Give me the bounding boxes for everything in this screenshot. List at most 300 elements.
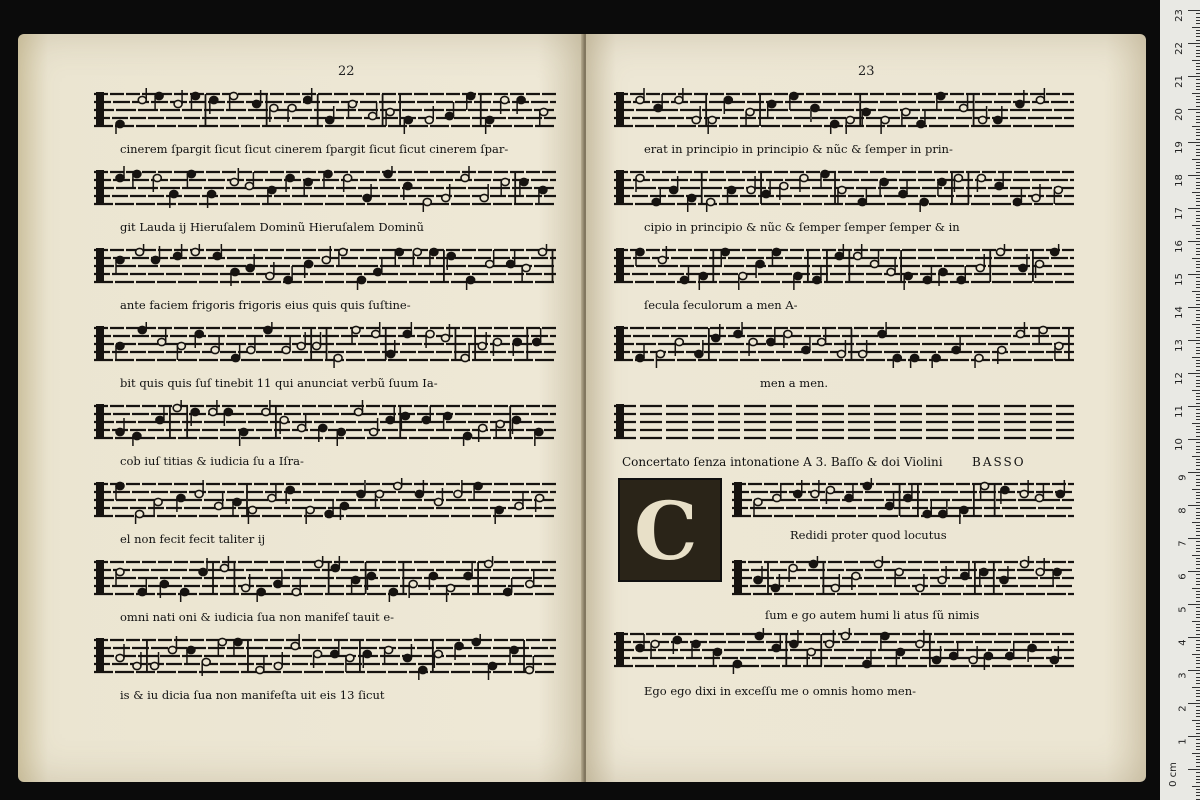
note-head [133, 170, 141, 177]
music-staff [94, 478, 556, 524]
note-head [1039, 326, 1047, 333]
note-head [340, 502, 348, 509]
note-head [811, 490, 819, 497]
ruler-number: 5 [1177, 606, 1189, 613]
left-lyric-line: is & iu dicia ſua non manifeſta uit eis 13 ſicut [120, 688, 385, 702]
note-head [755, 632, 763, 639]
note-head [950, 652, 958, 659]
note-head [512, 416, 520, 423]
note-head [253, 100, 261, 107]
note-head [415, 490, 423, 497]
note-head [652, 198, 660, 205]
note-head [419, 666, 427, 673]
note-head [938, 576, 946, 583]
note-head [354, 408, 362, 415]
note-head [939, 510, 947, 517]
note-head [409, 580, 417, 587]
note-head [314, 650, 322, 657]
note-head [673, 636, 681, 643]
note-head [863, 482, 871, 489]
note-head [636, 354, 644, 361]
note-head [728, 186, 736, 193]
note-head [1055, 342, 1063, 349]
note-head [675, 338, 683, 345]
note-head [474, 482, 482, 489]
note-head [486, 116, 494, 123]
note-head [464, 432, 472, 439]
note-head [794, 272, 802, 279]
note-head [636, 96, 644, 103]
note-head [256, 666, 264, 673]
note-head [636, 174, 644, 181]
note-head [464, 572, 472, 579]
note-head [467, 276, 475, 283]
note-head [478, 342, 486, 349]
note-head [442, 194, 450, 201]
left-page-number: 22 [338, 64, 355, 79]
left-lyric-line: omni nati oni & iudicia ſua non manifeſ tauit e- [120, 610, 395, 624]
note-head [292, 588, 300, 595]
note-head [501, 178, 509, 185]
note-head [767, 338, 775, 345]
music-staff [614, 322, 1074, 368]
left-lyric-line: bit quis quis ſuſ tinebit 11 qui anunciat verbũ ſuum Ia- [120, 376, 438, 390]
note-head [268, 494, 276, 501]
right-lower-lyric-line: ſum e go autem humi li atus ſũ nimis [765, 608, 980, 622]
note-head [116, 174, 124, 181]
note-head [363, 194, 371, 201]
note-head [480, 194, 488, 201]
note-head [288, 104, 296, 111]
note-head [980, 568, 988, 575]
left-lyric-line: git Lauda ij Hieruſalem Dominũ Hieruſalem Dominũ [120, 220, 424, 234]
ruler-number: 1 [1177, 738, 1189, 745]
note-head [304, 178, 312, 185]
note-head [173, 404, 181, 411]
note-head [429, 572, 437, 579]
note-head [1001, 486, 1009, 493]
note-head [979, 116, 987, 123]
note-head [852, 572, 860, 579]
note-head [352, 326, 360, 333]
note-head [825, 640, 833, 647]
note-head [268, 186, 276, 193]
note-head [896, 648, 904, 655]
note-head [837, 350, 845, 357]
ruler-number: 13 [1174, 339, 1186, 352]
note-head [116, 428, 124, 435]
note-head [274, 580, 282, 587]
music-staff [94, 244, 556, 290]
ruler-number: 16 [1174, 240, 1186, 253]
note-head [522, 264, 530, 271]
note-head [454, 490, 462, 497]
note-head [191, 92, 199, 99]
note-head [441, 334, 449, 341]
note-head [535, 428, 543, 435]
note-head [372, 330, 380, 337]
note-head [403, 330, 411, 337]
note-head [893, 354, 901, 361]
note-head [215, 502, 223, 509]
note-head [220, 564, 228, 571]
note-head [862, 108, 870, 115]
note-head [358, 276, 366, 283]
note-head [1016, 100, 1024, 107]
note-head [136, 248, 144, 255]
note-head [920, 198, 928, 205]
note-head [447, 584, 455, 591]
note-head [916, 640, 924, 647]
note-head [158, 338, 166, 345]
note-head [526, 580, 534, 587]
note-head [367, 572, 375, 579]
note-head [319, 424, 327, 431]
note-head [1050, 656, 1058, 663]
ruler-number: 12 [1174, 372, 1186, 385]
note-head [425, 116, 433, 123]
note-head [1032, 194, 1040, 201]
music-staff [614, 244, 1074, 290]
note-head [447, 252, 455, 259]
note-head [540, 108, 548, 115]
note-head [854, 252, 862, 259]
music-staff [614, 400, 1074, 446]
note-head [533, 338, 541, 345]
note-head [501, 96, 509, 103]
right-lyric-line: cipio in principio & nũc & ſemper ſemper ſemper & in [644, 220, 960, 234]
left-lyric-line: ante faciem frigoris frigoris eius quis quis ſuſtine- [120, 298, 411, 312]
note-head [240, 428, 248, 435]
note-head [688, 194, 696, 201]
note-head [133, 662, 141, 669]
note-head [923, 276, 931, 283]
ruler-number: 18 [1174, 174, 1186, 187]
note-head [1053, 568, 1061, 575]
note-head [994, 116, 1002, 123]
voice-label: BASSO [972, 455, 1026, 469]
note-head [195, 330, 203, 337]
note-head [352, 576, 360, 583]
note-head [899, 190, 907, 197]
note-head [385, 646, 393, 653]
note-head [747, 186, 755, 193]
music-staff [614, 88, 1074, 134]
note-head [1016, 330, 1024, 337]
note-head [322, 256, 330, 263]
note-head [1036, 96, 1044, 103]
note-head [234, 638, 242, 645]
note-head [346, 654, 354, 661]
note-head [286, 486, 294, 493]
note-head [923, 510, 931, 517]
right-page-number: 23 [858, 64, 875, 79]
note-head [784, 330, 792, 337]
ruler-number: 23 [1174, 9, 1186, 22]
note-head [904, 272, 912, 279]
note-head [878, 330, 886, 337]
note-head [404, 116, 412, 123]
note-head [413, 248, 421, 255]
note-head [813, 276, 821, 283]
note-head [539, 186, 547, 193]
music-staff [732, 556, 1074, 602]
note-head [242, 584, 250, 591]
note-head [675, 96, 683, 103]
right-lyric-line: erat in principio in principio & nũc & ſemper in prin- [644, 142, 953, 156]
note-head [1019, 264, 1027, 271]
note-head [513, 338, 521, 345]
note-head [191, 408, 199, 415]
note-head [344, 174, 352, 181]
note-head [152, 256, 160, 263]
note-head [724, 96, 732, 103]
note-head [826, 486, 834, 493]
note-head [485, 560, 493, 567]
note-head [536, 494, 544, 501]
ruler-number: 15 [1174, 273, 1186, 286]
note-head [357, 490, 365, 497]
note-head [116, 342, 124, 349]
note-head [257, 588, 265, 595]
ruler-number: 6 [1177, 573, 1189, 580]
right-lower-lyric-line: Redidi proter quod locutus [790, 528, 947, 542]
note-head [917, 120, 925, 127]
note-head [472, 638, 480, 645]
note-head [446, 112, 454, 119]
note-head [976, 264, 984, 271]
note-head [461, 354, 469, 361]
note-head [297, 342, 305, 349]
note-head [510, 646, 518, 653]
note-head [230, 178, 238, 185]
note-head [933, 656, 941, 663]
right-lower-lyric-line: Ego ego dixi in exceſſu me o omnis homo men- [644, 684, 917, 698]
note-head [517, 96, 525, 103]
note-head [375, 490, 383, 497]
ruler-number: 11 [1174, 405, 1186, 418]
note-head [739, 272, 747, 279]
note-head [1013, 198, 1021, 205]
note-head [762, 190, 770, 197]
note-head [156, 416, 164, 423]
note-head [116, 568, 124, 575]
note-head [1054, 186, 1062, 193]
note-head [831, 120, 839, 127]
note-head [712, 334, 720, 341]
music-staff [94, 634, 556, 680]
note-head [818, 338, 826, 345]
note-head [658, 256, 666, 263]
note-head [280, 416, 288, 423]
note-head [960, 104, 968, 111]
note-head [831, 584, 839, 591]
note-head [539, 248, 547, 255]
note-head [895, 568, 903, 575]
note-head [422, 416, 430, 423]
note-head [177, 494, 185, 501]
note-head [871, 260, 879, 267]
note-head [495, 506, 503, 513]
note-head [370, 428, 378, 435]
note-head [434, 498, 442, 505]
note-head [334, 354, 342, 361]
note-head [304, 96, 312, 103]
ruler-number: 10 [1174, 438, 1186, 451]
note-head [349, 100, 357, 107]
ruler-number: 8 [1177, 507, 1189, 514]
note-head [213, 252, 221, 259]
note-head [264, 326, 272, 333]
note-head [995, 182, 1003, 189]
note-head [841, 632, 849, 639]
note-head [245, 182, 253, 189]
note-head [937, 92, 945, 99]
note-head [772, 248, 780, 255]
note-head [305, 260, 313, 267]
note-head [231, 268, 239, 275]
note-head [821, 170, 829, 177]
note-head [306, 506, 314, 513]
note-head [881, 632, 889, 639]
ruler-number: 20 [1174, 108, 1186, 121]
note-head [838, 186, 846, 193]
note-head [230, 92, 238, 99]
note-head [802, 346, 810, 353]
ruler-number: 0 cm [1168, 762, 1180, 787]
note-head [246, 264, 254, 271]
note-head [315, 560, 323, 567]
note-head [692, 116, 700, 123]
note-head [160, 580, 168, 587]
measuring-ruler [1160, 0, 1200, 800]
note-head [170, 190, 178, 197]
music-staff [94, 556, 556, 602]
music-staff [614, 628, 1074, 674]
note-head [789, 564, 797, 571]
note-head [262, 408, 270, 415]
note-head [248, 506, 256, 513]
left-lyric-line: el non fecit fecit taliter ij [120, 532, 266, 546]
note-head [426, 330, 434, 337]
left-lyric-line: cinerem ſpargit ſicut ſicut cinerem ſpargit ſicut ſicut cinerem ſpar- [120, 142, 509, 156]
ruler-number: 4 [1177, 639, 1189, 646]
note-head [1000, 576, 1008, 583]
note-head [695, 350, 703, 357]
note-head [116, 654, 124, 661]
music-staff [94, 400, 556, 446]
note-head [1006, 652, 1014, 659]
note-head [636, 248, 644, 255]
note-head [369, 112, 377, 119]
ruler-number: 17 [1174, 207, 1186, 220]
music-staff [94, 88, 556, 134]
note-head [1056, 490, 1064, 497]
ruler-number: 2 [1177, 705, 1189, 712]
note-head [881, 116, 889, 123]
note-head [880, 178, 888, 185]
ruler-number: 19 [1174, 141, 1186, 154]
note-head [721, 248, 729, 255]
note-head [455, 642, 463, 649]
note-head [733, 660, 741, 667]
music-staff [732, 478, 1074, 524]
concertato-heading: Concertato ſenza intonatione A 3. Baſſo & doi Violini [622, 455, 943, 469]
note-head [403, 654, 411, 661]
note-head [954, 174, 962, 181]
note-head [780, 182, 788, 189]
note-head [395, 248, 403, 255]
note-head [151, 662, 159, 669]
note-head [153, 174, 161, 181]
note-head [247, 346, 255, 353]
note-head [284, 276, 292, 283]
note-head [692, 640, 700, 647]
note-head [846, 116, 854, 123]
note-head [155, 92, 163, 99]
note-head [461, 174, 469, 181]
note-head [337, 428, 345, 435]
note-head [331, 564, 339, 571]
note-head [154, 498, 162, 505]
note-head [138, 326, 146, 333]
note-head [952, 346, 960, 353]
note-head [325, 510, 333, 517]
note-head [754, 498, 762, 505]
note-head [210, 96, 218, 103]
note-head [386, 108, 394, 115]
note-head [863, 660, 871, 667]
ruler-number: 9 [1177, 474, 1189, 481]
note-head [266, 272, 274, 279]
note-head [232, 354, 240, 361]
note-head [699, 272, 707, 279]
note-head [960, 506, 968, 513]
note-head [387, 350, 395, 357]
left-lyric-line: cob iuſ titias & iudicia ſu a Iſra- [120, 454, 304, 468]
note-head [286, 174, 294, 181]
note-head [939, 268, 947, 275]
music-staff [614, 166, 1074, 212]
note-head [809, 560, 817, 567]
note-head [773, 494, 781, 501]
note-head [116, 120, 124, 127]
note-head [386, 416, 394, 423]
note-head [754, 576, 762, 583]
note-head [444, 412, 452, 419]
note-head [404, 182, 412, 189]
note-head [389, 588, 397, 595]
note-head [932, 354, 940, 361]
note-head [800, 174, 808, 181]
note-head [374, 268, 382, 275]
note-head [916, 584, 924, 591]
note-head [858, 198, 866, 205]
note-head [168, 646, 176, 653]
note-head [138, 96, 146, 103]
decorated-initial [618, 478, 722, 582]
note-head [807, 648, 815, 655]
note-head [746, 108, 754, 115]
note-head [401, 412, 409, 419]
initial-letter: C [634, 484, 698, 578]
note-head [969, 656, 977, 663]
right-lyric-line: men a men. [760, 376, 829, 390]
ruler-number: 3 [1177, 672, 1189, 679]
note-head [845, 494, 853, 501]
note-head [479, 424, 487, 431]
note-head [202, 658, 210, 665]
